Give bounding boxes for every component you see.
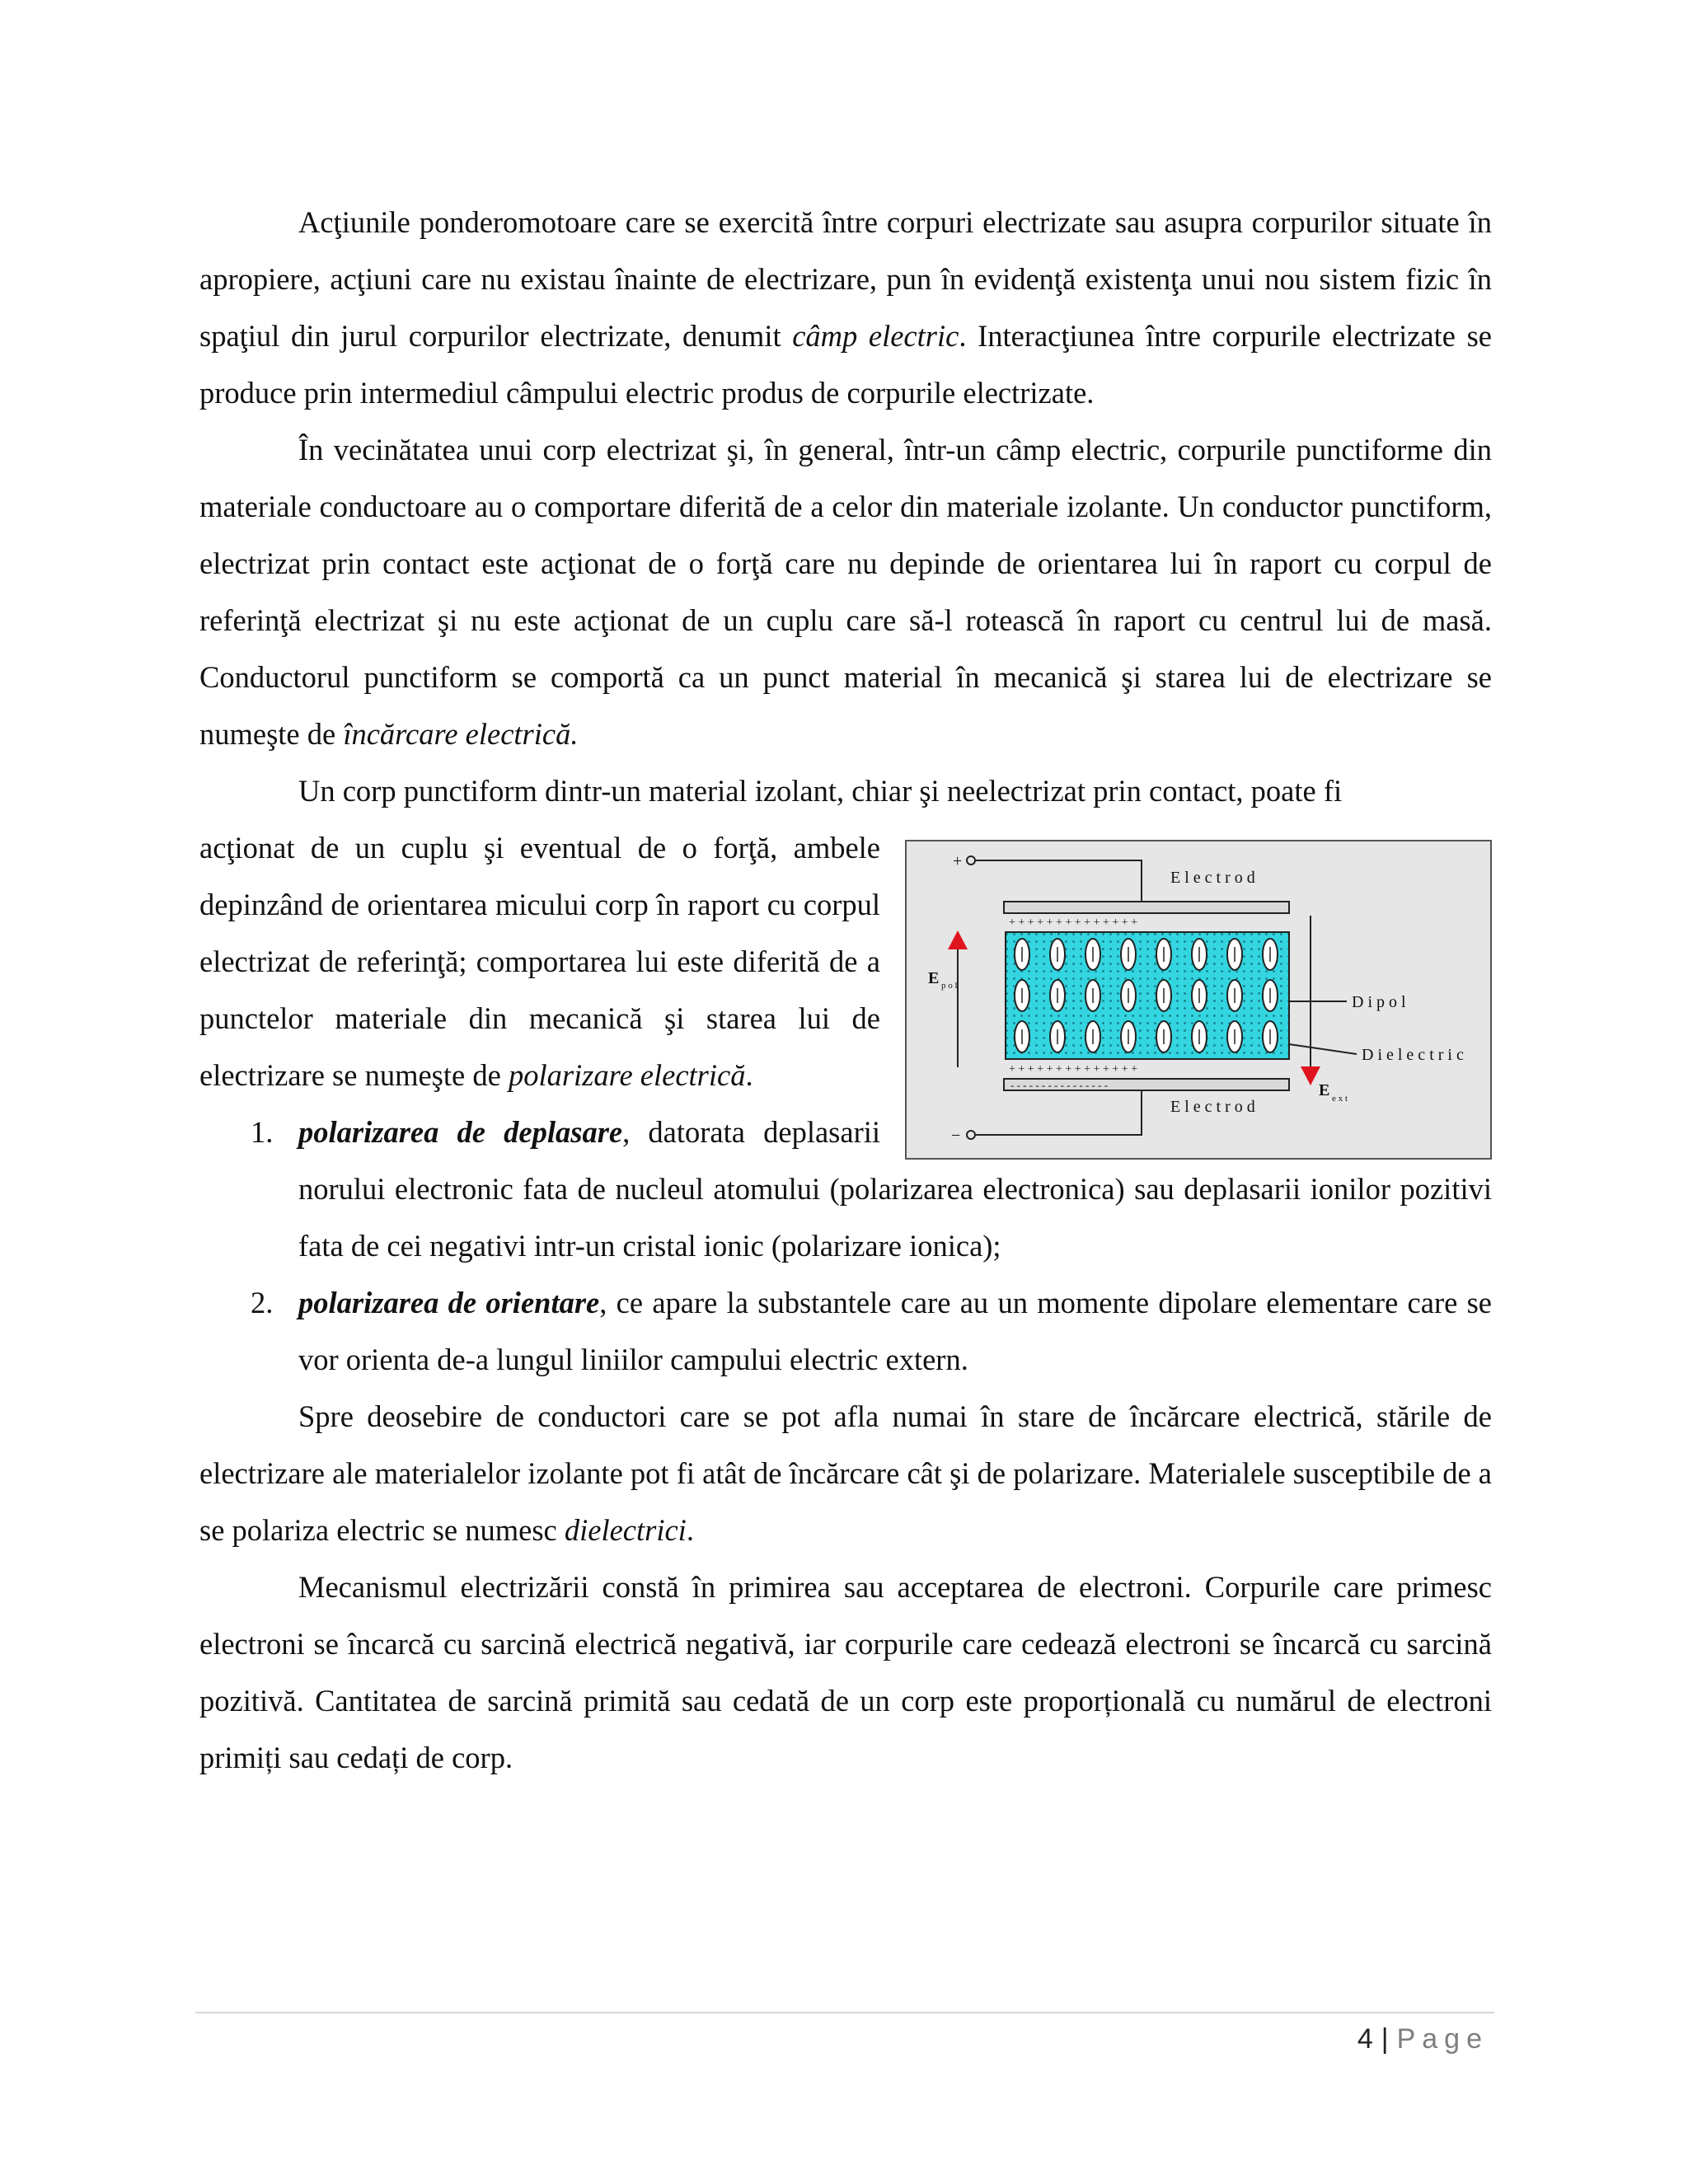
paragraph-1-text: Acţiunile ponderomotoare care se exercită între corpuri electrizate sau asupra corpurilor situate în apropiere, acţiuni care nu existau înainte de electrizare, pun în evidenţă existenţa unui nou sistem fizic în spaţiul din jurul corpurilor electrizate, denumit — [199, 205, 1492, 353]
plus-terminal-label: + — [953, 852, 963, 870]
term-incarcare-electrica: încărcare electrică. — [343, 717, 579, 751]
paragraph-1-text-end: . Interacţiunea între corpurile electrizate se produce prin intermediul câmpului electric produs de corpurile electrizate. — [199, 319, 1492, 410]
paragraph-3-wrapped — [199, 819, 904, 1104]
page-number: 4 — [1357, 2023, 1373, 2055]
term-polarizarea-de-deplasare: polarizarea de deplasare — [298, 1115, 623, 1149]
e-ext-label: E — [1319, 1081, 1330, 1099]
list-item-text: , ce apare la substantele care au un momente dipolare elementare care se vor orienta de-a lungul liniilor campului electric extern. — [298, 1286, 1492, 1376]
electrode-top-charges: + + + + + + + + + + + + + + — [1009, 916, 1138, 929]
minus-terminal-label: − — [951, 1127, 961, 1145]
dielectric-label: D i e l e c t r i c — [1362, 1046, 1464, 1064]
paragraph-3-text-end: . — [745, 1058, 753, 1092]
dielectric-texture — [1006, 933, 1288, 1058]
paragraph-2 — [199, 421, 1492, 762]
paragraph-4 — [199, 1388, 1492, 1558]
list-number: 1. — [251, 1115, 274, 1149]
list-item — [199, 1104, 1492, 1274]
list-number: 2. — [251, 1286, 274, 1319]
list-item — [199, 1274, 1492, 1388]
paragraph-3-line-1: Un corp punctiform dintr-un material izolant, chiar şi neelectrizat prin contact, poate fi — [298, 774, 1343, 808]
polarization-types-list — [199, 1104, 1492, 1388]
paragraph-3-first-line — [199, 762, 1492, 819]
electrode-bottom-label: E l e c t r o d — [1170, 1098, 1255, 1116]
paragraph-4-text: Spre deosebire de conductori care se pot afla numai în stare de încărcare electrică, stările de electrizare ale materialelor izolante pot fi atât de încărcare cât şi de polarizare. Materialele susceptibile de a se polariza electric se numesc — [199, 1399, 1492, 1547]
paragraph-5: Mecanismul electrizării constă în primirea sau acceptarea de electroni. Corpurile care primesc electroni se încarcă cu sarcină electrică negativă, iar corpurile care cedează electroni se încarcă cu sarcină pozitivă. Cantitatea de sarcină primită sau cedată de un corp este proporțională cu numărul de electroni primiți sau cedați de corp. — [199, 1570, 1492, 1774]
paragraph-3-text: acţionat de un cuplu şi eventual de o forţă, ambele depinzând de orientarea micului corp în raport cu corpul electrizat de referinţă; comportarea lui este diferită de a punctelor materiale din mecanică şi starea lui de electrizare se numeşte de — [199, 831, 880, 1092]
term-dielectrici: dielectrici — [564, 1513, 687, 1547]
paragraph-2-text: În vecinătatea unui corp electrizat şi, în general, într-un câmp electric, corpurile punctiforme din materiale conductoare au o comportare diferită de a celor din materiale izolante. Un conductor punctiform, electrizat prin contact este acţionat de o forţă care nu depinde de orientarea lui în raport cu corpul de referinţă electrizat şi nu este acţionat de un cuplu care să-l rotească în raport cu centrul lui de masă. Conductorul punctiform se comportă ca un punct material în mecanică şi starea lui de electrizare se numeşte de — [199, 433, 1492, 751]
term-camp-electric: câmp electric — [792, 319, 959, 353]
dipol-label: D i p o l — [1352, 993, 1406, 1011]
document-body — [199, 194, 1492, 1786]
list-item-text: , datorata deplasarii norului electronic fata de nucleul atomului (polarizarea electronica) sau deplasarii ionilor pozitivi fata de cei negativi intr-un cristal ionic (polarizare ionica); — [298, 1115, 1492, 1263]
paragraph-1 — [199, 194, 1492, 421]
term-polarizare-electrica: polarizare electrică — [508, 1058, 746, 1092]
electrode-bottom-charges: + + + + + + + + + + + + + + — [1009, 1063, 1138, 1076]
e-pol-label: E — [928, 969, 940, 987]
page-footer — [1357, 2014, 1489, 2064]
page-word: Page — [1396, 2023, 1489, 2055]
electrode-top-label: E l e c t r o d — [1170, 869, 1255, 887]
footer-separator: | — [1381, 2023, 1389, 2055]
paragraph-4-text-end: . — [686, 1513, 694, 1547]
term-polarizarea-de-orientare: polarizarea de orientare — [298, 1286, 600, 1319]
electrode-bottom-minus: - - - - - - - - - - - - - - - - — [1010, 1079, 1109, 1091]
electrode-top — [1004, 902, 1289, 913]
e-pol-subscript: p o l — [941, 981, 958, 991]
e-ext-subscript: e x t — [1332, 1094, 1348, 1104]
footer-divider — [195, 2012, 1494, 2013]
